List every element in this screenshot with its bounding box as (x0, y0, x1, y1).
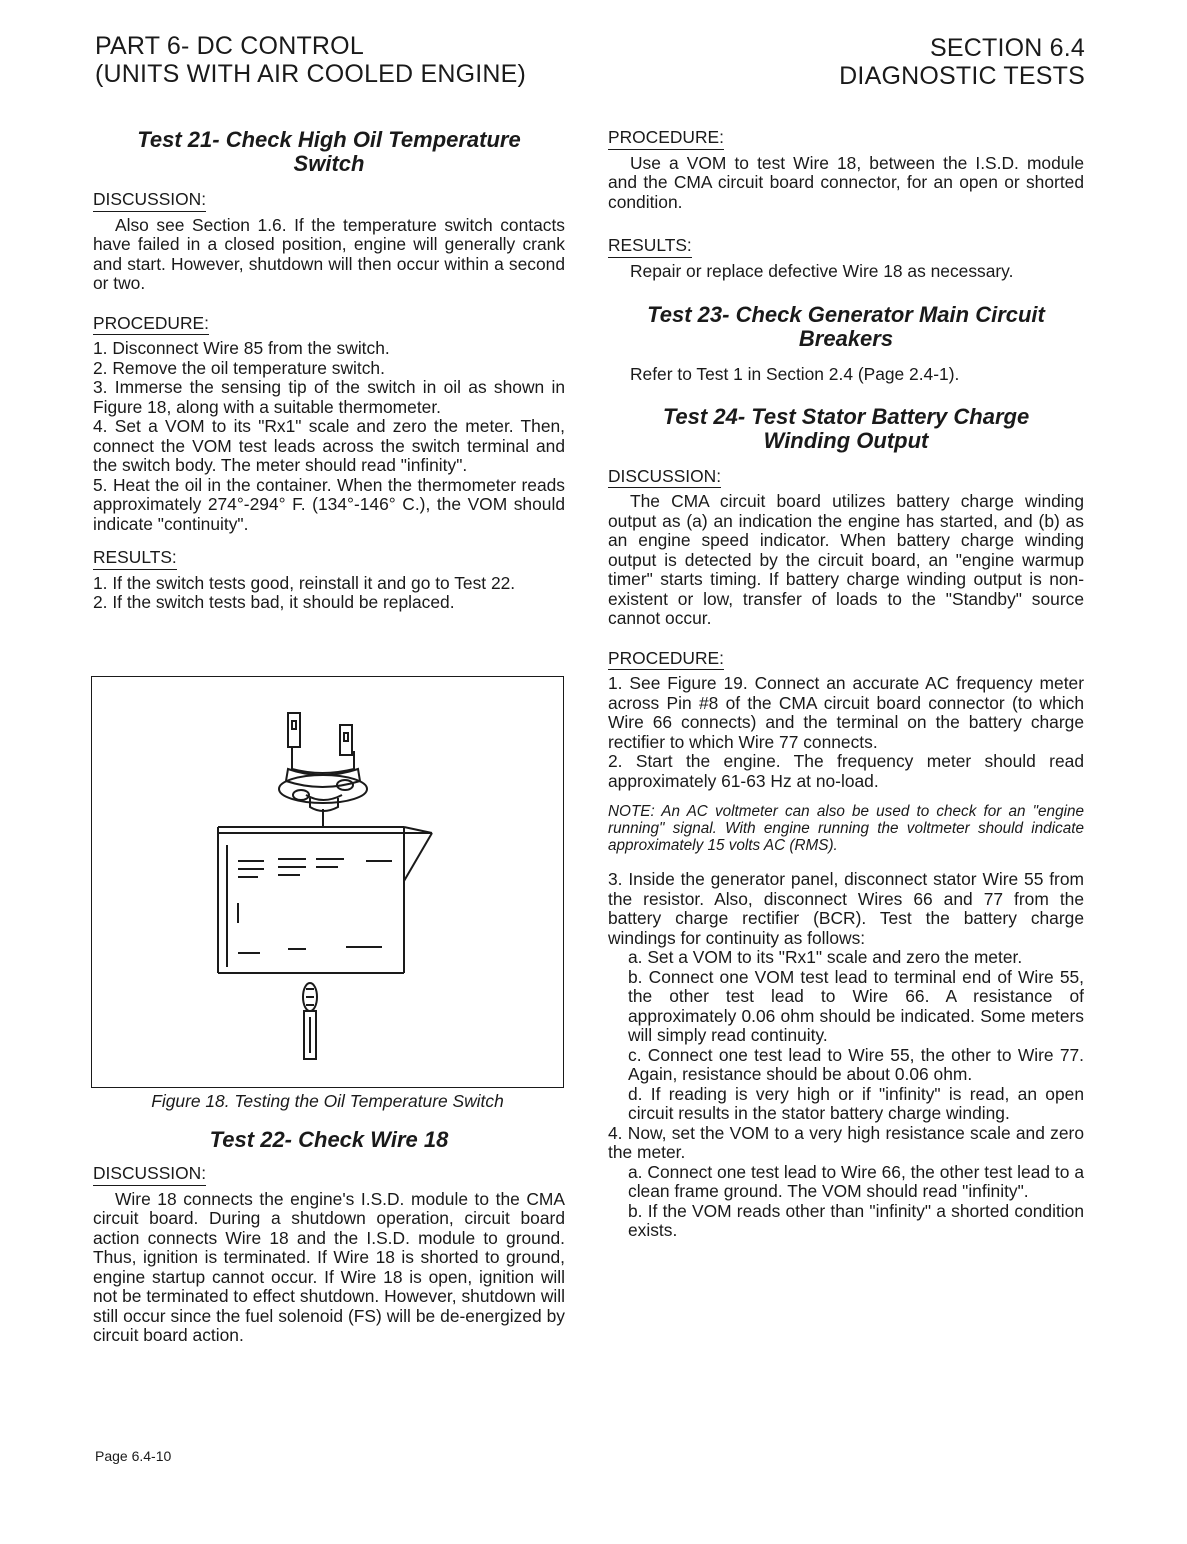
page-number: Page 6.4-10 (95, 1448, 172, 1464)
test24-title-line1: Test 24- Test Stator Battery Charge (662, 403, 1030, 429)
test24-step-4: 4. Now, set the VOM to a very high resistance scale and zero the meter. (608, 1122, 1084, 1162)
test24-step-3-sub: b. Connect one VOM test lead to terminal end of Wire 55, the other test lead to Wire 66. A resistance of approximately 0.06 ohm should be indicated. Some meters will simply read continuity. (628, 966, 1084, 1045)
test21-procedure-step: 1. Disconnect Wire 85 from the switch. (93, 338, 390, 358)
section-heading-line1: SECTION 6.4 (929, 34, 1085, 62)
test22-results-label: RESULTS: (608, 236, 692, 258)
part-heading-line1: PART 6- DC CONTROL (95, 32, 364, 60)
section-heading-line2: DIAGNOSTIC TESTS (839, 62, 1085, 90)
test24-discussion-text: The CMA circuit board utilizes battery charge winding output as (a) an indication the engine has started, and (b) as an engine speed indicator. When battery charge winding output is detected by the circuit board, an "engine warmup timer" starts timing. If battery charge winding output is non-existent or low, transfer of loads to the "Standby" source cannot occur. (608, 491, 1084, 628)
test24-step-3-sub: d. If reading is very high or if "infinity" is read, an open circuit results in the stator battery charge winding. (628, 1083, 1084, 1123)
test24-title-line2: Winding Output (763, 427, 929, 453)
test21-procedure-step: 3. Immerse the sensing tip of the switch in oil as shown in Figure 18, along with a suitable thermometer. (93, 377, 565, 417)
test23-title-line1: Test 23- Check Generator Main Circuit (647, 302, 1045, 327)
test23-title (608, 303, 1084, 351)
test21-title-line2: Switch (293, 151, 365, 176)
test24-title (608, 405, 1084, 453)
test24-note: NOTE: An AC voltmeter can also be used to check for an "engine running" signal. With engine running the voltmeter should indicate approximately 15 volts AC (RMS). (608, 803, 1084, 854)
test22-procedure-label: PROCEDURE: (608, 128, 724, 150)
test24-discussion-label: DISCUSSION: (608, 467, 721, 489)
test21-discussion-text: Also see Section 1.6. If the temperature switch contacts have failed in a closed position, engine will generally crank and start. However, shutdown will then occur within a second or two. (93, 214, 565, 293)
test21-results-label: RESULTS: (93, 548, 177, 570)
test22-discussion-text: Wire 18 connects the engine's I.S.D. module to the CMA circuit board. During a shutdown operation, circuit board action connects Wire 18 and the I.S.D. module to ground. Thus, ignition is terminated. If Wire 18 is shorted to ground, engine startup cannot occur. If Wire 18 is open, ignition will not be terminated to effect shutdown. However, shutdown will still occur since the fuel solenoid (FS) will be de-energized by circuit board action. (93, 1188, 565, 1345)
test24-step-1: 1. See Figure 19. Connect an accurate AC frequency meter across Pin #8 of the CMA circuit board connector (to which Wire 66 connects) and the terminal on the battery charge rectifier to which Wire 77 connects. (608, 673, 1084, 752)
section-heading (839, 34, 1085, 90)
test23-text: Refer to Test 1 in Section 2.4 (Page 2.4-1). (630, 364, 960, 384)
test21-results-list (93, 574, 565, 613)
test21-results-step: 1. If the switch tests good, reinstall it and go to Test 22. (93, 572, 516, 593)
test21-title (93, 128, 565, 176)
test24-step-4-sub: b. If the VOM reads other than "infinity" a shorted condition exists. (628, 1200, 1084, 1240)
test24-step-3-sub: a. Set a VOM to its "Rx1" scale and zero the meter. (628, 947, 1023, 967)
test21-procedure-label: PROCEDURE: (93, 314, 209, 336)
oil-temperature-switch-illustration (92, 677, 562, 1086)
test22-title: Test 22- Check Wire 18 (209, 1127, 449, 1152)
test22-discussion-label: DISCUSSION: (93, 1164, 206, 1186)
right-column (608, 128, 1084, 1241)
test24-step-3: 3. Inside the generator panel, disconnect stator Wire 55 from the resistor. Also, disconnect Wires 66 and 77 from the battery charge rectifier (BCR). Test the battery charge windings for continuity as follows: (608, 869, 1084, 948)
figure-18 (91, 676, 564, 1088)
test24-step-3-sub: c. Connect one test lead to Wire 55, the other to Wire 77. Again, resistance should be about 0.06 ohm. (628, 1044, 1084, 1084)
part-heading-line2: (UNITS WITH AIR COOLED ENGINE) (95, 60, 527, 88)
test21-results-step: 2. If the switch tests bad, it should be replaced. (93, 592, 455, 612)
test22-results-text: Repair or replace defective Wire 18 as necessary. (630, 260, 1014, 281)
test24-step-4-sublist (608, 1163, 1084, 1241)
test21-discussion-label: DISCUSSION: (93, 190, 206, 212)
test22-block (93, 1128, 565, 1346)
test21-procedure-list (93, 339, 565, 534)
test21-procedure-step: 2. Remove the oil temperature switch. (93, 357, 385, 378)
test21-title-line1: Test 21- Check High Oil Temperature (137, 127, 521, 152)
test22-procedure-text: Use a VOM to test Wire 18, between the I.S.D. module and the CMA circuit board connector, for an open or shorted condition. (608, 152, 1084, 212)
test21-procedure-step: 4. Set a VOM to its "Rx1" scale and zero the meter. Then, connect the VOM test leads across the switch terminal and the switch body. The meter should read "infinity". (93, 416, 565, 475)
test21-procedure-step: 5. Heat the oil in the container. When the thermometer reads approximately 274°-294° F. (134°-146° C.), the VOM should indicate "continuity". (93, 474, 565, 534)
part-heading (95, 32, 526, 88)
test21-block (93, 128, 565, 613)
figure-18-caption: Figure 18. Testing the Oil Temperature Switch (151, 1091, 504, 1111)
test24-step-4-sub: a. Connect one test lead to Wire 66, the other test lead to a clean frame ground. The VOM should read "infinity". (628, 1161, 1084, 1201)
test24-step-2: 2. Start the engine. The frequency meter should read approximately 61-63 Hz at no-load. (608, 751, 1084, 791)
test23-title-line2: Breakers (798, 326, 894, 351)
test24-procedure-label: PROCEDURE: (608, 649, 724, 671)
test24-step-3-sublist (608, 948, 1084, 1124)
